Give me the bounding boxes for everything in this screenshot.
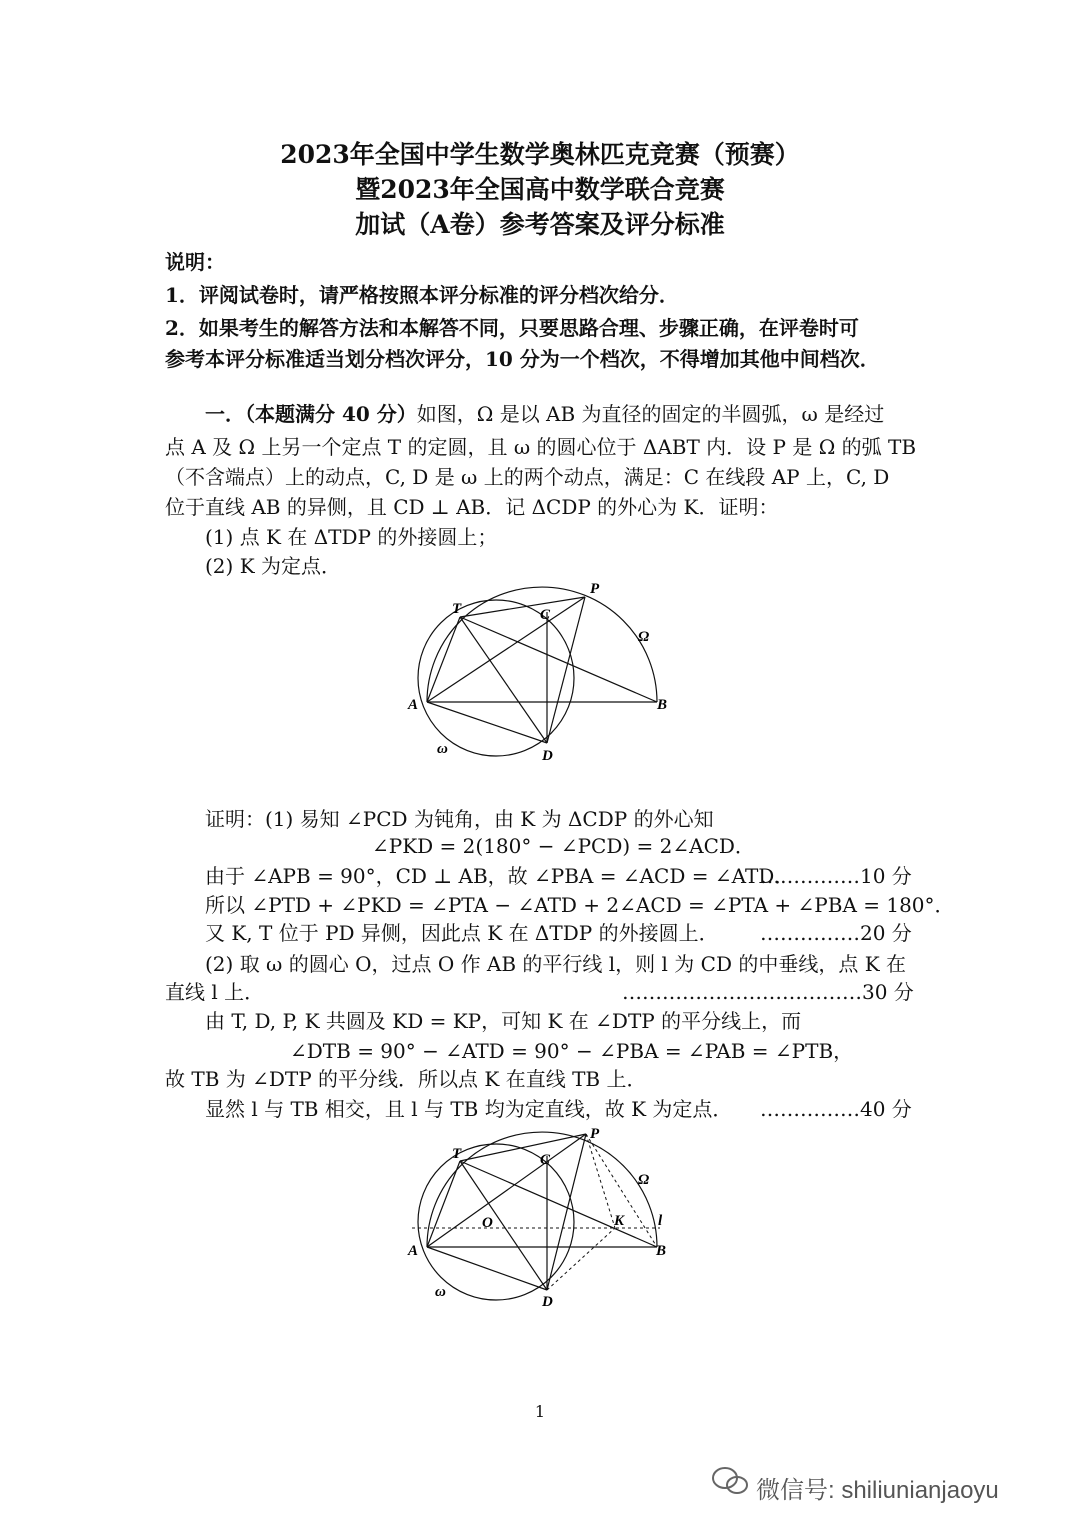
title-line-2: 暨2023年全国高中数学联合竞赛 <box>355 175 725 204</box>
proof-line-1: 证明：(1) 易知 ∠PCD 为钝角，由 K 为 ΔCDP 的外心知 <box>205 807 714 831</box>
notes-item-2-line-2: 参考本评分标准适当划分档次评分，10 分为一个档次，不得增加其他中间档次． <box>165 347 880 371</box>
fig1-label-P: P <box>590 581 600 597</box>
notes-heading: 说明： <box>165 250 225 274</box>
proof-line-9: ∠DTB = 90° − ∠ATD = 90° − ∠PBA = ∠PAB = ∠PTB， <box>290 1039 854 1063</box>
score-10: ……………10 分 <box>760 864 912 888</box>
fig1-label-omega: ω <box>437 741 448 757</box>
fig1-label-D: D <box>542 748 553 764</box>
fig2-label-O: O <box>482 1215 493 1231</box>
proof-line-5: 又 K, T 位于 PD 异侧，因此点 K 在 ΔTDP 的外接圆上． <box>205 921 719 945</box>
fig1-label-T: T <box>452 601 462 617</box>
problem-line-1 <box>205 398 884 427</box>
title-line-1: 2023年全国中学生数学奥林匹克竞赛（预赛） <box>280 140 800 169</box>
proof-line-10: 故 TB 为 ∠DTP 的平分线．所以点 K 在直线 TB 上． <box>165 1067 647 1091</box>
proof-line-8: 由 T, D, P, K 共圆及 KD = KP，可知 K 在 ∠DTP 的平分线上，而 <box>205 1009 802 1033</box>
fig2-label-D: D <box>542 1294 553 1310</box>
fig1-label-A: A <box>408 697 419 713</box>
proof-line-2: ∠PKD = 2(180° − ∠PCD) = 2∠ACD． <box>372 834 755 858</box>
problem-label: 一．（本题满分 40 分） <box>205 402 417 426</box>
fig1-label-Omega: Ω <box>638 629 650 645</box>
fig1-label-B: B <box>657 697 668 713</box>
fig2-label-A: A <box>408 1243 419 1259</box>
proof-line-4: 所以 ∠PTD + ∠PKD = ∠PTA − ∠ATD + 2∠ACD = ∠PTA + ∠PBA = 180°． <box>205 893 955 917</box>
proof-line-7: 直线 l 上． <box>165 980 265 1004</box>
fig2-label-Omega: Ω <box>638 1172 650 1188</box>
proof-line-6: (2) 取 ω 的圆心 O，过点 O 作 AB 的平行线 l，则 l 为 CD 的中垂线，点 K 在 <box>205 952 907 976</box>
segment-PB-dashed <box>586 1134 657 1247</box>
segment-TP <box>460 597 585 617</box>
page-number: 1 <box>534 1402 546 1421</box>
problem-line-3: （不含端点）上的动点，C, D 是 ω 上的两个动点，满足：C 在线段 AP 上，C, D <box>165 465 890 489</box>
watermark-text: 微信号: shiliunianjaoyu <box>756 1477 999 1504</box>
segment-TA <box>427 617 460 702</box>
segment-DK-dashed <box>547 1228 615 1290</box>
proof-line-3: 由于 ∠APB = 90°，CD ⊥ AB，故 ∠PBA = ∠ACD = ∠ATD． <box>205 864 795 888</box>
fig2-label-B: B <box>656 1243 667 1259</box>
title-line-3: 加试（A卷）参考答案及评分标准 <box>355 210 725 239</box>
fig2-label-T: T <box>452 1146 462 1162</box>
proof-line-11: 显然 l 与 TB 相交，且 l 与 TB 均为定直线，故 K 为定点． <box>205 1097 733 1121</box>
segment-TA-2 <box>427 1161 460 1247</box>
fig2-label-l: l <box>658 1213 663 1229</box>
notes-item-2-line-1: 2．如果考生的解答方法和本解答不同，只要思路合理、步骤正确，在评卷时可 <box>165 316 859 340</box>
fig1-label-C: C <box>540 607 551 623</box>
problem-part-1: (1) 点 K 在 ΔTDP 的外接圆上； <box>205 525 498 549</box>
problem-text-1: 如图，Ω 是以 AB 为直径的固定的半圆弧，ω 是经过 <box>416 402 885 426</box>
notes-item-1: 1．评阅试卷时，请严格按照本评分标准的评分档次给分． <box>165 283 679 307</box>
fig2-label-K: K <box>614 1213 625 1229</box>
problem-part-2: (2) K 为定点． <box>205 554 341 578</box>
circle-omega-small <box>418 600 574 756</box>
figure-1 <box>400 575 690 770</box>
figure-2 <box>400 1118 690 1313</box>
problem-line-2: 点 A 及 Ω 上另一个定点 T 的定圆，且 ω 的圆心位于 ΔABT 内．设 P 是 Ω 的弧 TB <box>165 435 917 459</box>
wechat-icon <box>710 1464 750 1500</box>
score-40: ……………40 分 <box>760 1097 912 1121</box>
semicircle-omega-big-2 <box>427 1132 657 1247</box>
fig2-label-omega: ω <box>435 1284 446 1300</box>
fig2-label-C: C <box>540 1152 551 1168</box>
score-30: ………………………………30 分 <box>622 980 914 1004</box>
fig2-label-P: P <box>590 1126 600 1142</box>
problem-line-4: 位于直线 AB 的异侧，且 CD ⊥ AB．记 ΔCDP 的外心为 K．证明： <box>165 495 779 519</box>
score-20: ……………20 分 <box>760 921 912 945</box>
